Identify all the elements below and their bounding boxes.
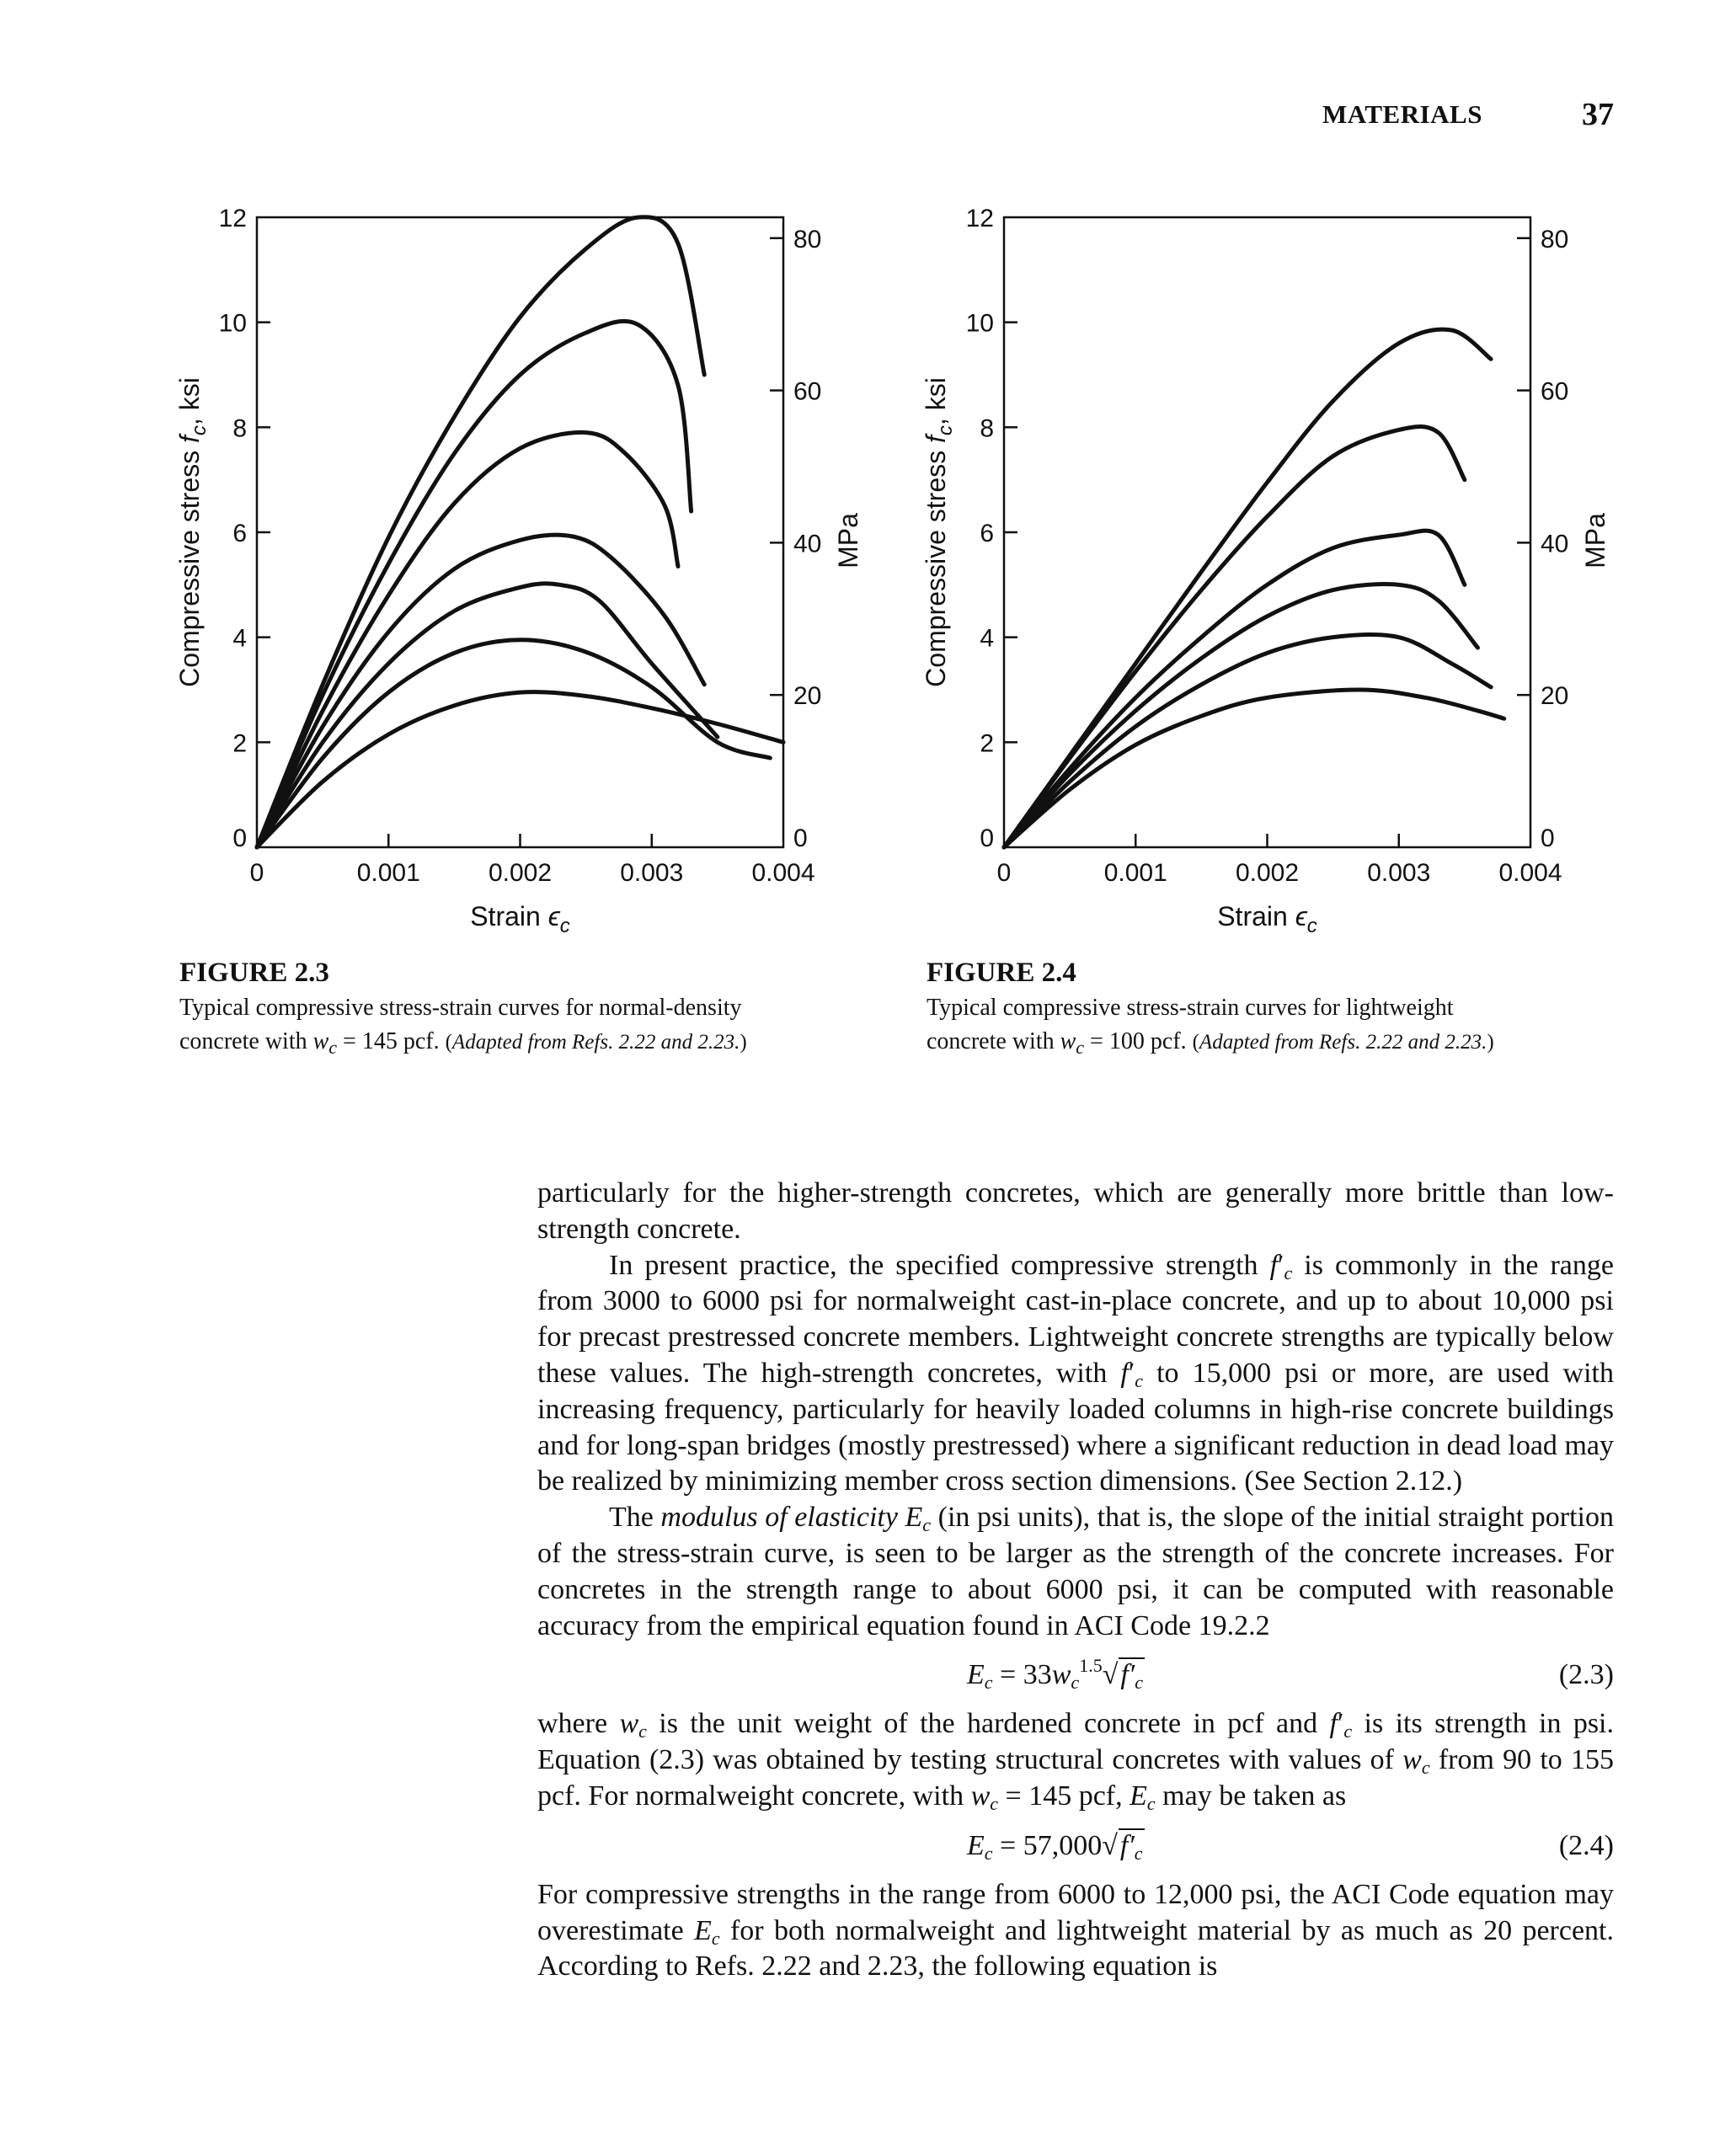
paragraph: In present practice, the specified compressive strength $f'_c$ is commonly in the range from 3000 to 6000 psi for normalweight cast-in-place concrete, and up to about 10,000 psi for precast prestressed concrete members. Lightweight concrete strengths are typically below these values. The high-strength concretes, with $f'_c$ to 15,000 psi or more, are used with increasing frequency, particularly for heavily loaded columns in high-rise concrete buildings and for long-span bridges (mostly prestressed) where a significant reduction in dead load may be realized by minimizing member cross section dimensions. (See Section 2.12.) xyxy=(537,1249,1614,1497)
x-tick-label: 0.004 xyxy=(751,859,815,887)
y2-tick-label: 80 xyxy=(793,225,822,253)
x-tick-label: 0.002 xyxy=(1235,859,1300,887)
y-tick-label: 12 xyxy=(965,205,994,232)
y2-tick-label: 60 xyxy=(1541,377,1569,406)
caption-source: Adapted from Refs. 2.22 and 2.23. xyxy=(451,1031,740,1054)
equation-2-3 xyxy=(537,1648,1614,1702)
emphasis: modulus of elasticity xyxy=(660,1502,898,1534)
y2-axis-title: MPa xyxy=(1580,513,1610,568)
paragraph: particularly for the higher-strength concretes, which are generally more brittle than low-strength concrete. xyxy=(537,1177,1614,1245)
paragraph: The modulus of elasticity $E_c$ (in psi units), that is, the slope of the initial straight portion of the stress-strain curve, is seen to be larger as the strength of the concrete increases. For concretes in the strength range to about 6000 psi, it can be computed with reasonable accuracy from the empirical equation found in ACI Code 19.2.2 xyxy=(537,1502,1614,1641)
paragraph: where $w_c$ is the unit weight of the hardened concrete in pcf and $f'_c$ is its strength in psi. Equation (2.3) was obtained by testing structural concretes with values of $w_c$ from 90 to 155 pcf. For normalweight concrete, with $w_c = 145$ pcf, $E_c$ may be taken as xyxy=(537,1708,1615,1814)
caption-variable: w xyxy=(1060,1028,1076,1054)
text-run: for both normalweight and lightweight material by as much as 20 percent. According to Refs. 2.22 and 2.23, the following equation is xyxy=(537,1914,1614,1983)
caption-variable: w xyxy=(312,1028,329,1054)
figure-2-4-caption: FIGURE 2.4 Typical compressive stress-strain curves for lightweight concrete with $w_c = 100$ pcf. (Adapted from Refs. 2.22 and 2.23.) xyxy=(927,954,1634,1059)
x-axis-title: Strain $\epsilon_c$ xyxy=(470,901,570,937)
page-number: 37 xyxy=(1582,97,1614,132)
y-axis-title: Compressive stress $f_c$, ksi xyxy=(174,377,211,687)
text-run: (in psi units), that is, the slope of the initial straight portion of the stress-strain curve, is seen to be larger as the strength of the concrete increases. For concretes in the strength range to about 6000 psi, it can be computed with reasonable accuracy from the empirical equation found in ACI Code 19.2.2 xyxy=(537,1502,1614,1641)
y-tick-label: 12 xyxy=(218,205,247,232)
stress-strain-curve xyxy=(1004,584,1478,847)
stress-strain-curve xyxy=(1004,690,1504,847)
y2-tick-label: 40 xyxy=(793,530,822,558)
caption-text: = 145 pcf. xyxy=(337,1028,446,1054)
figure-2-3-caption: FIGURE 2.3 Typical compressive stress-strain curves for normal-density concrete with $w_c = 145$ pcf. (Adapted from Refs. 2.22 and 2.23.) xyxy=(179,954,887,1059)
text-run: where xyxy=(537,1708,620,1740)
y-tick-label: 2 xyxy=(232,729,247,758)
text-run: to 15,000 psi or more, are used with increasing frequency, particularly for heavily loaded columns in high-rise concrete buildings and for long-span bridges (mostly prestressed) where a significant reduction in dead load may be realized by minimizing member cross section dimensions. (See Section 2.12.) xyxy=(537,1357,1614,1497)
y-tick-label: 0 xyxy=(232,825,247,852)
equation-number: (2.4) xyxy=(1558,1829,1614,1861)
x-tick-label: 0 xyxy=(249,859,264,887)
text-run: For compressive strengths in the range from 6000 to 12,000 psi, the ACI Code equation may overestimate xyxy=(537,1878,1614,1946)
y2-tick-label: 60 xyxy=(793,377,822,406)
caption-text: concrete with xyxy=(927,1028,1060,1054)
y2-tick-label: 40 xyxy=(1541,530,1569,558)
y-tick-label: 8 xyxy=(980,414,994,443)
y2-tick-label: 0 xyxy=(793,825,808,852)
y-tick-label: 4 xyxy=(232,624,247,653)
text-run: is commonly in the range from 3000 to 6000 psi for normalweight cast-in-place concrete, and up to about 10,000 psi for precast prestressed concrete members. Lightweight concrete strengths are typically below these values. The high-strength concretes, with xyxy=(537,1249,1614,1389)
text-run: = 145 pcf, xyxy=(998,1780,1130,1812)
caption-text: = 100 pcf. xyxy=(1084,1028,1193,1054)
x-tick-label: 0.003 xyxy=(1367,859,1431,887)
y-tick-label: 0 xyxy=(980,825,994,852)
x-tick-label: 0.004 xyxy=(1498,859,1562,887)
text-run: may be taken as xyxy=(1155,1780,1347,1812)
x-tick-label: 0 xyxy=(996,859,1012,887)
y-tick-label: 10 xyxy=(965,309,994,338)
y2-tick-label: 20 xyxy=(1541,682,1569,711)
paragraph: For compressive strengths in the range from 6000 to 12,000 psi, the ACI Code equation may overestimate $E_c$ for both normalweight and lightweight material by as much as 20 percent. According to Refs. 2.22 and 2.23, the following equation is xyxy=(537,1878,1614,1983)
body-text xyxy=(537,1176,1614,1985)
x-axis-title: Strain $\epsilon_c$ xyxy=(1217,901,1317,937)
y2-tick-label: 0 xyxy=(1541,825,1555,852)
y2-tick-label: 80 xyxy=(1541,225,1569,253)
caption-subscript: c xyxy=(1076,1037,1085,1058)
y-tick-label: 6 xyxy=(232,520,247,547)
stress-strain-curve xyxy=(1004,531,1465,847)
text-run: In present practice, the specified compressive strength xyxy=(609,1249,1270,1281)
x-tick-label: 0.001 xyxy=(356,859,420,887)
text-run: is the unit weight of the hardened concrete in pcf and xyxy=(646,1708,1330,1740)
figure-2-4-chart xyxy=(0,0,1725,943)
equation-expression: $E_c = 33w_c^{1.5}√f'_c$ xyxy=(967,1655,1144,1694)
y-tick-label: 6 xyxy=(980,520,994,547)
y-axis-title: Compressive stress $f_c$, ksi xyxy=(921,377,957,687)
stress-strain-curve xyxy=(1004,635,1491,847)
y-tick-label: 4 xyxy=(980,624,994,653)
x-tick-label: 0.002 xyxy=(488,859,553,887)
y-tick-label: 8 xyxy=(232,414,247,443)
text-run: The xyxy=(609,1502,661,1534)
y-tick-label: 10 xyxy=(218,309,247,338)
y2-axis-title: MPa xyxy=(833,513,863,568)
figure-label: FIGURE 2.3 xyxy=(179,958,329,988)
x-tick-label: 0.001 xyxy=(1103,859,1167,887)
caption-source: Adapted from Refs. 2.22 and 2.23. xyxy=(1199,1031,1487,1054)
equation-number: (2.3) xyxy=(1558,1659,1614,1691)
running-head: MATERIALS xyxy=(1322,99,1482,129)
y-tick-label: 2 xyxy=(980,729,994,758)
x-tick-label: 0.003 xyxy=(620,859,684,887)
text-run: from 90 to 155 pcf. For normalweight concrete, with xyxy=(537,1744,1614,1812)
caption-line: Typical compressive stress-strain curves for normal-density xyxy=(179,995,742,1021)
equation-expression: $E_c = 57,000√f'_c$ xyxy=(967,1829,1143,1864)
caption-subscript: c xyxy=(328,1037,338,1058)
figure-label: FIGURE 2.4 xyxy=(927,958,1076,988)
caption-line: Typical compressive stress-strain curves for lightweight xyxy=(927,995,1454,1021)
y2-tick-label: 20 xyxy=(793,682,822,711)
text-run: is its strength in psi. Equation (2.3) was obtained by testing structural concretes with values of xyxy=(537,1708,1615,1776)
caption-text: concrete with xyxy=(179,1028,313,1054)
equation-2-4 xyxy=(537,1819,1614,1873)
